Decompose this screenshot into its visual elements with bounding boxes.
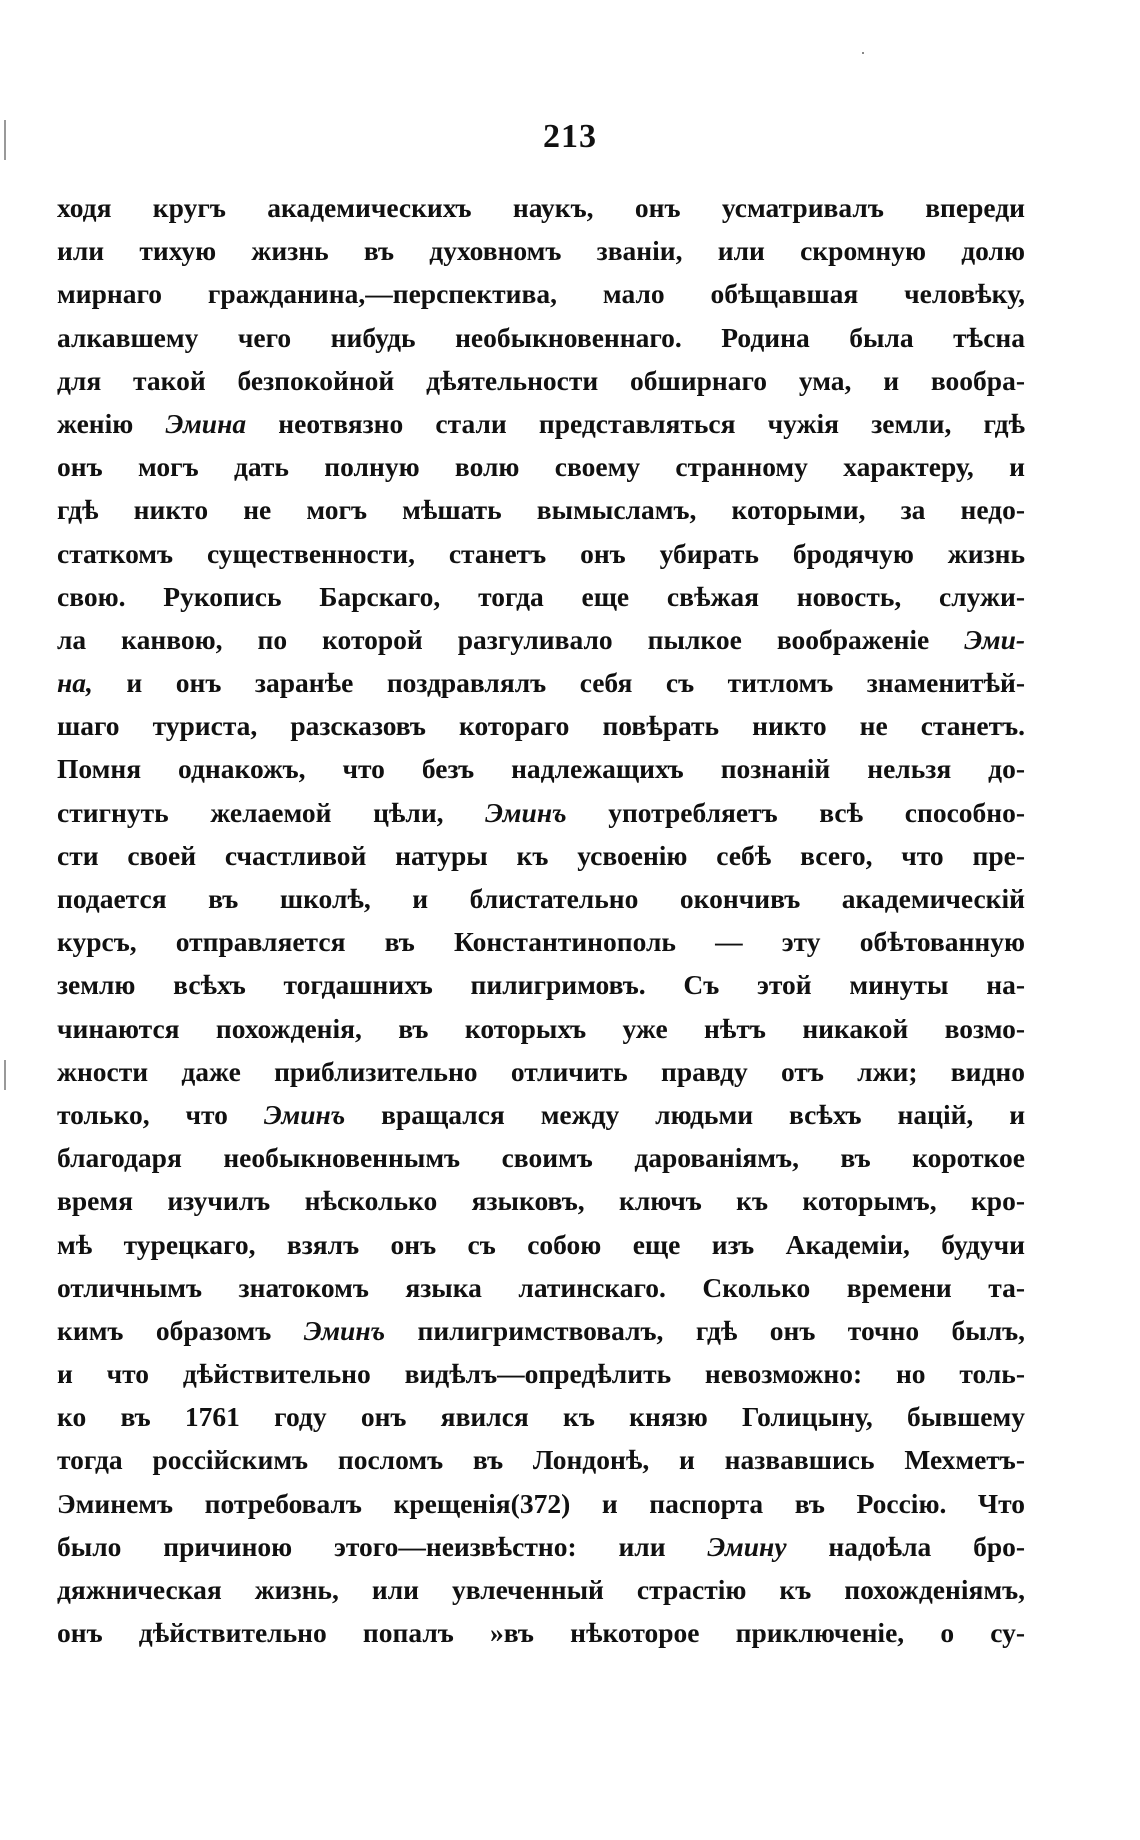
text-line: статкомъ существенности, станетъ онъ убирать бродячую жизнь <box>57 537 1025 569</box>
text-line: мирнаго гражданина,—перспектива, мало обѣщавшая человѣку, <box>57 278 1025 310</box>
text-line: шаго туриста, разсказовъ котораго повѣрать никто не станетъ. <box>57 710 1025 742</box>
text-line: ко въ 1761 году онъ явился къ князю Голицыну, бывшему <box>57 1401 1025 1433</box>
text-line: подается въ школѣ, и блистательно окончивъ академическій <box>57 883 1025 914</box>
text-line: благодаря необыкновеннымъ своимъ дарованіямъ, въ короткое <box>57 1142 1025 1174</box>
text-line: для такой безпокойной дѣятельности обширнаго ума, и вообра- <box>57 364 1025 396</box>
text-line: мѣ турецкаго, взялъ онъ съ собою еще изъ Академіи, будучи <box>57 1228 1025 1260</box>
scan-speck <box>862 52 864 54</box>
text-line: свою. Рукопись Барскаго, тогда еще свѣжая новость, служи- <box>57 580 1025 612</box>
text-line: отличнымъ знатокомъ языка латинскаго. Сколько времени та- <box>57 1271 1025 1303</box>
text-line: алкавшему чего нибудь необыкновеннаго. Родина была тѣсна <box>57 321 1025 353</box>
text-line: землю всѣхъ тогдашнихъ пилигримовъ. Съ этой минуты на- <box>57 969 1025 1001</box>
text-line: Эминемъ потребовалъ крещенія(372) и паспорта въ Россію. Что <box>57 1487 1025 1519</box>
text-line: кимъ образомъ Эминъ пилигримствовалъ, гдѣ онъ точно былъ, <box>57 1314 1025 1346</box>
text-line: гдѣ никто не могъ мѣшать вымысламъ, которыми, за недо- <box>57 494 1025 526</box>
text-line: сти своей счастливой натуры къ усвоенію себѣ всего, что пре- <box>57 839 1025 871</box>
text-line: ла канвою, по которой разгуливало пылкое воображеніе Эми- <box>57 623 1025 655</box>
text-line: онъ дѣйствительно попалъ »въ нѣкоторое приключеніе, о су- <box>57 1617 1025 1649</box>
page-number: 213 <box>543 118 597 155</box>
text-line: чинаются похожденія, въ которыхъ уже нѣтъ никакой возмо- <box>57 1012 1025 1044</box>
text-line: онъ могъ дать полную волю своему странному характеру, и <box>57 451 1025 483</box>
text-line: дяжническая жизнь, или увлеченный страстію къ похожденіямъ, <box>57 1574 1025 1605</box>
text-line: или тихую жизнь въ духовномъ званіи, или скромную долю <box>57 235 1025 267</box>
text-line: жности даже приблизительно отличить правду отъ лжи; видно <box>57 1055 1025 1087</box>
scan-margin-mark <box>4 120 6 160</box>
text-line: курсъ, отправляется въ Константинополь — эту обѣтованную <box>57 926 1025 958</box>
text-line: и что дѣйствительно видѣлъ—опредѣлить невозможно: но толь- <box>57 1358 1025 1390</box>
text-line: стигнуть желаемой цѣли, Эминъ употребляетъ всѣ способно- <box>57 796 1025 828</box>
text-line: ходя кругъ академическихъ наукъ, онъ усматривалъ впереди <box>57 192 1025 223</box>
text-line: женію Эмина неотвязно стали представляться чужія земли, гдѣ <box>57 407 1025 439</box>
text-line: на, и онъ заранѣе поздравлялъ себя съ титломъ знаменитѣй- <box>57 667 1025 699</box>
text-line: только, что Эминъ вращался между людьми всѣхъ націй, и <box>57 1098 1025 1130</box>
body-text <box>57 186 1025 1654</box>
scan-margin-mark <box>4 1060 6 1090</box>
text-line: Помня однакожъ, что безъ надлежащихъ познаній нельзя до- <box>57 753 1025 785</box>
text-line: время изучилъ нѣсколько языковъ, ключъ къ которымъ, кро- <box>57 1185 1025 1217</box>
text-line: было причиною этого—неизвѣстно: или Эмину надоѣла бро- <box>57 1530 1025 1562</box>
text-line: тогда россійскимъ посломъ въ Лондонѣ, и назвавшись Мехметъ- <box>57 1444 1025 1476</box>
